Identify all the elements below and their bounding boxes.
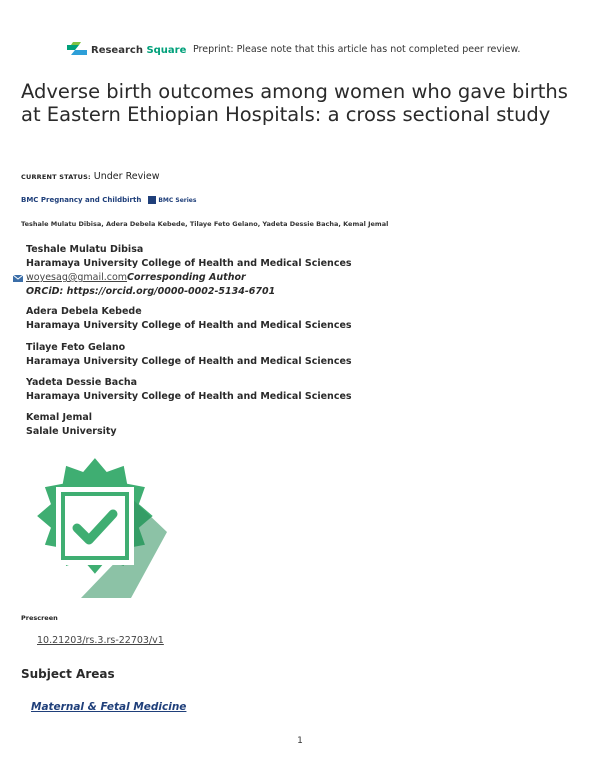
- bmc-series-icon: [148, 196, 156, 204]
- author-name: Kemal Jemal: [26, 412, 93, 423]
- journal-series-text: BMC Series: [158, 196, 197, 204]
- journal-name[interactable]: BMC Pregnancy and Childbirth: [21, 196, 142, 204]
- mail-icon: [13, 275, 23, 282]
- author-name: Yadeta Dessie Bacha: [26, 377, 138, 388]
- author-affiliation: Haramaya University College of Health and Medical Sciences: [26, 258, 352, 269]
- corresponding-author-label: Corresponding Author: [127, 272, 246, 283]
- article-title: Adverse birth outcomes among women who gave births at Eastern Ethiopian Hospitals: a cross sectional study: [21, 80, 568, 126]
- author-affiliation: Haramaya University College of Health and Medical Sciences: [26, 356, 352, 367]
- author-entry: [26, 376, 352, 404]
- status-label: CURRENT STATUS:: [21, 173, 91, 181]
- subject-areas-heading: Subject Areas: [21, 667, 115, 681]
- author-affiliation: Haramaya University College of Health and Medical Sciences: [26, 391, 352, 402]
- doi-link[interactable]: 10.21203/rs.3.rs-22703/v1: [37, 635, 164, 646]
- status-value: Under Review: [93, 171, 160, 182]
- author-name: Teshale Mulatu Dibisa: [26, 244, 144, 255]
- journal-series-logo: [148, 196, 196, 204]
- author-entry: [26, 243, 352, 299]
- author-affiliation: Haramaya University College of Health and Medical Sciences: [26, 320, 352, 331]
- author-email-link[interactable]: woyesag@gmail.com: [26, 272, 128, 283]
- author-entry: [26, 305, 352, 333]
- authors-line: Teshale Mulatu Dibisa, Adera Debela Kebede, Tilaye Feto Gelano, Yadeta Dessie Bacha, Kemal Jemal: [21, 220, 389, 228]
- preprint-notice: Preprint: Please note that this article has not completed peer review.: [193, 44, 521, 55]
- subject-area-link[interactable]: Maternal & Fetal Medicine: [31, 701, 187, 713]
- research-square-logo[interactable]: [67, 42, 186, 58]
- logo-text: Research Square: [91, 44, 187, 56]
- prescreen-label: Prescreen: [21, 614, 58, 622]
- current-status: [21, 171, 159, 182]
- research-square-logo-icon: [67, 42, 87, 58]
- author-entry: [26, 341, 352, 369]
- author-name: Adera Debela Kebede: [26, 306, 142, 317]
- author-orcid[interactable]: ORCiD: https://orcid.org/0000-0002-5134-6701: [26, 286, 276, 297]
- author-name: Tilaye Feto Gelano: [26, 342, 126, 353]
- author-entry: [26, 411, 117, 439]
- prescreen-checkmark-badge-icon: [21, 452, 169, 600]
- author-email-row: [26, 271, 352, 285]
- page-number: 1: [297, 736, 303, 746]
- author-affiliation: Salale University: [26, 426, 117, 437]
- journal-line: [21, 196, 196, 204]
